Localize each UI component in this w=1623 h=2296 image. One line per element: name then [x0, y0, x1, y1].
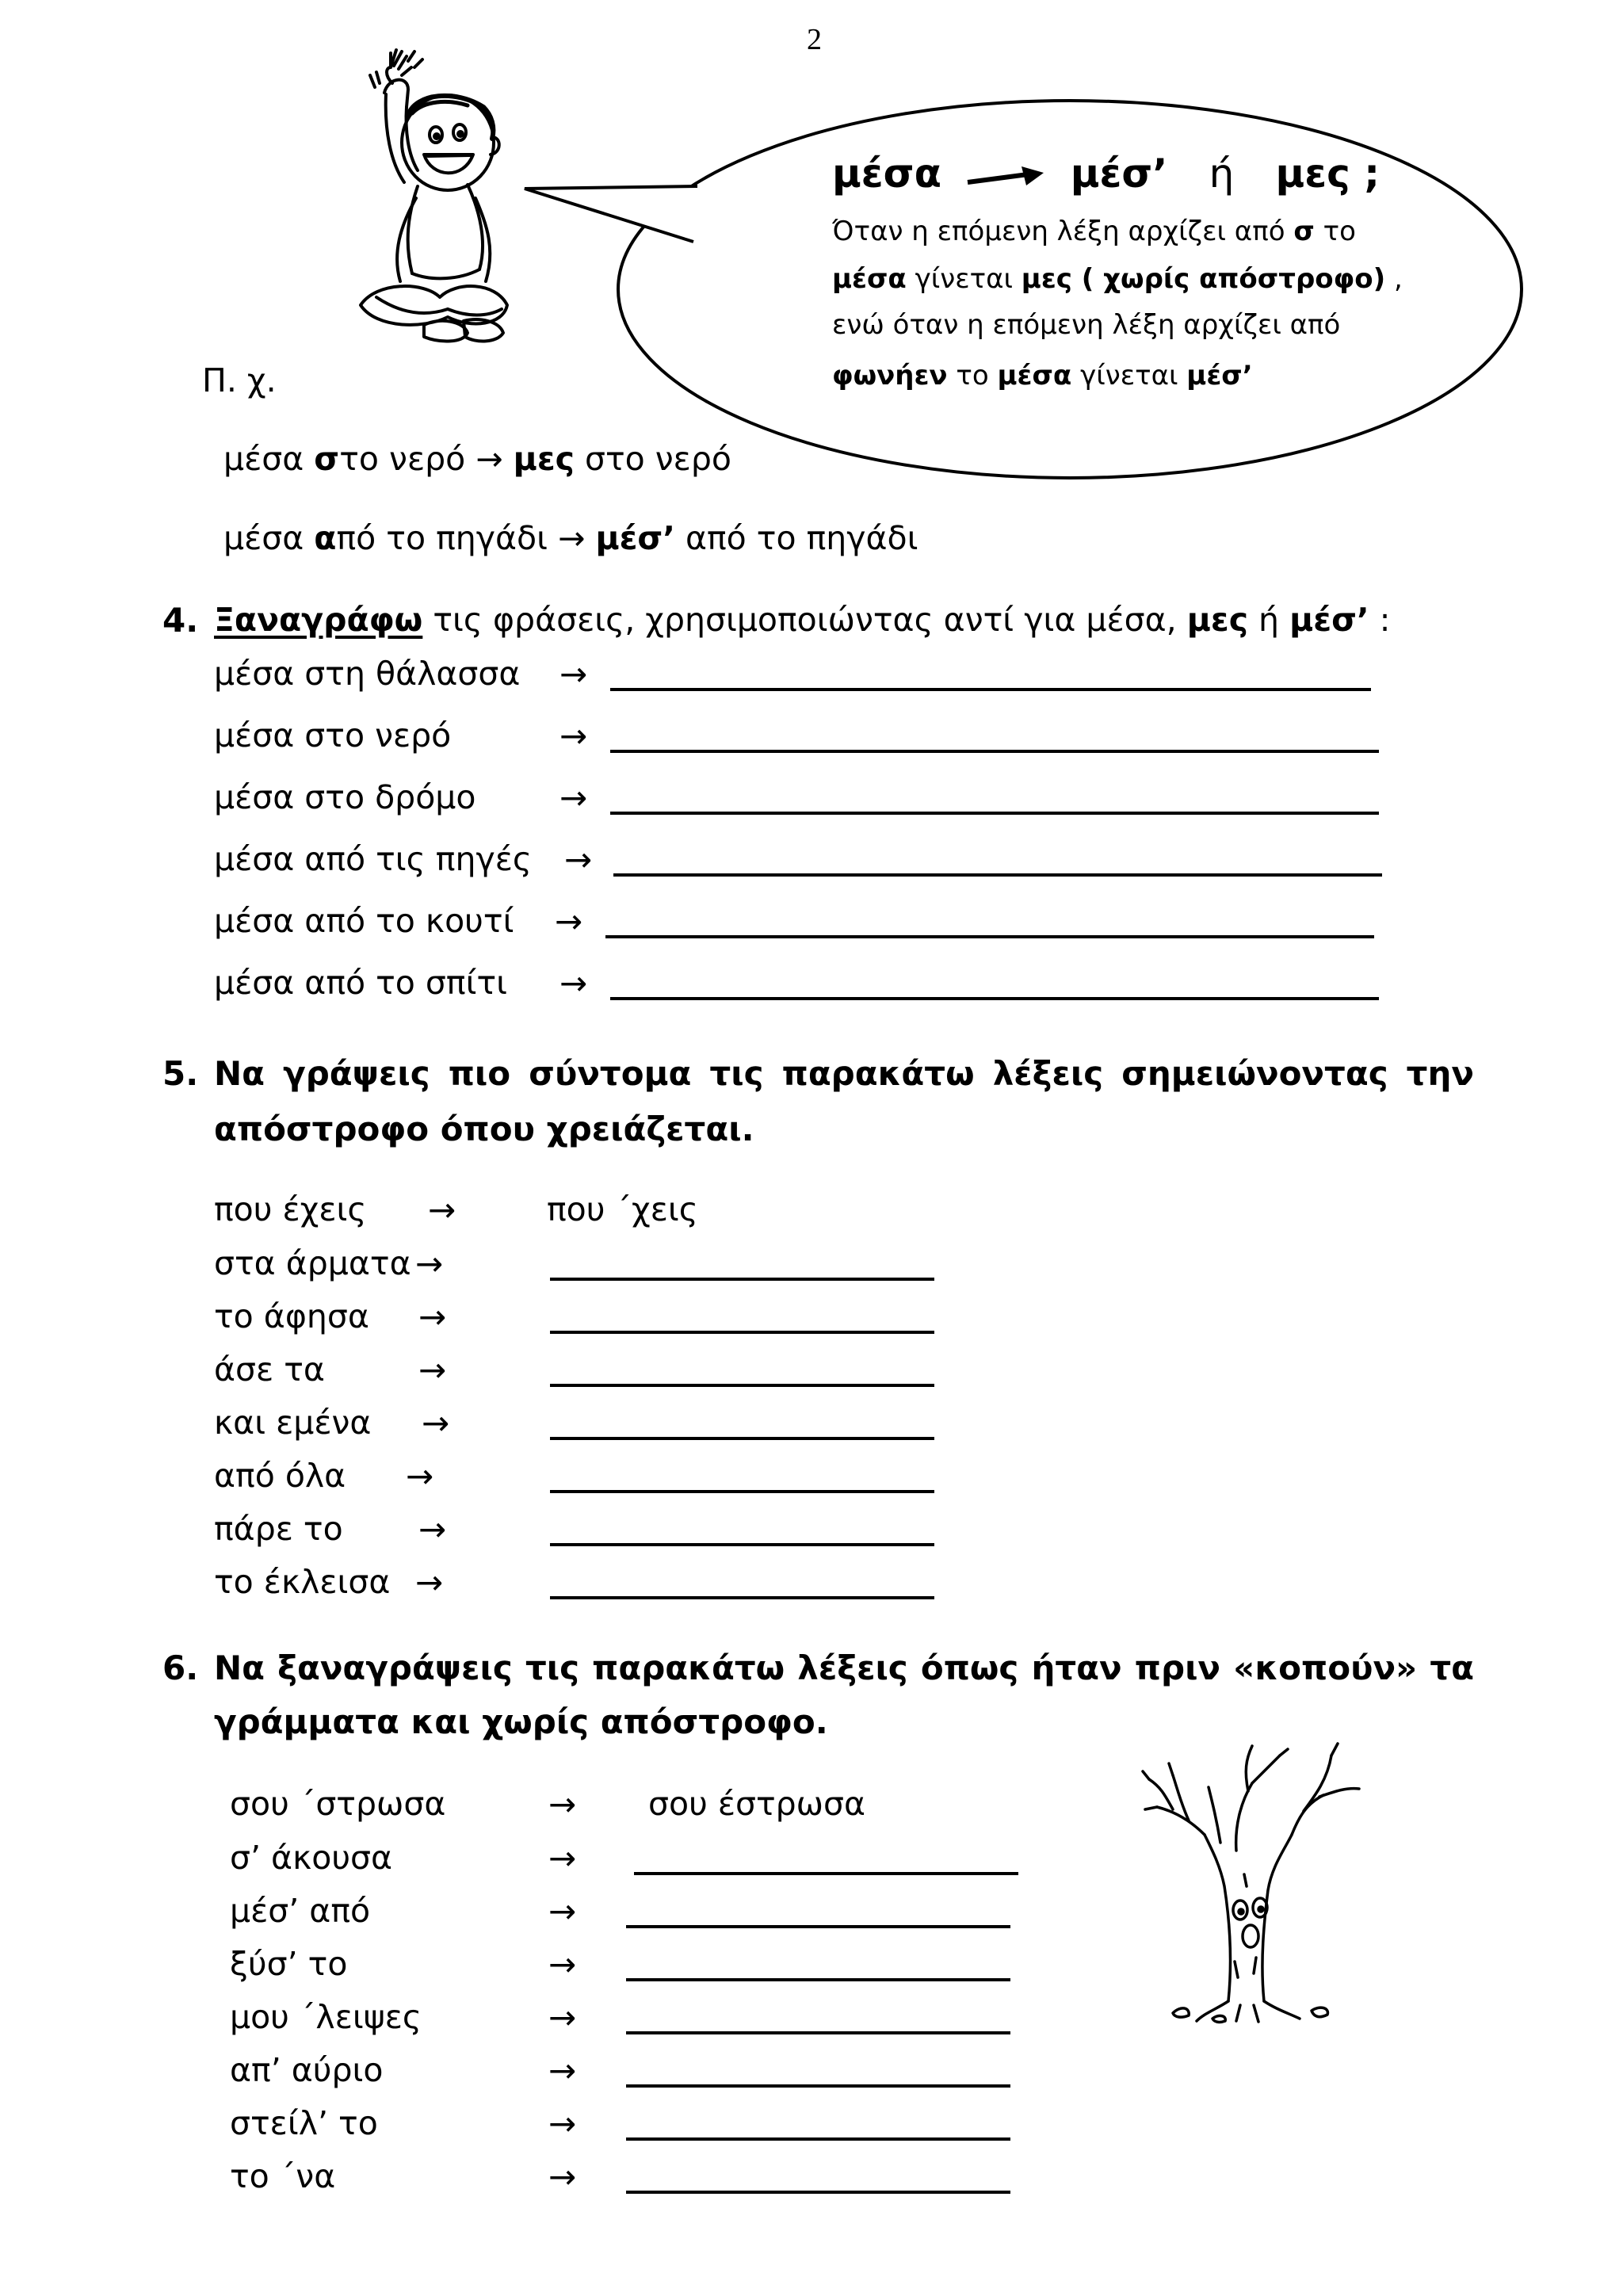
example-label: Π. χ.: [202, 361, 277, 399]
ex6-item-3: μέσ’ από: [230, 1892, 371, 1930]
ex4-item-4: μέσα από τις πηγές: [214, 840, 532, 878]
ex6-item-7: στείλ’ το: [230, 2104, 378, 2142]
answer-line[interactable]: [626, 2191, 1010, 2194]
ex6-item-2: σ’ άκουσα: [230, 1839, 393, 1877]
ex5-example-answer: που ΄χεις: [547, 1190, 698, 1228]
exercise-4-number: 4.: [162, 601, 199, 640]
exercise-4-title: Ξαναγράφω τις φράσεις, χρησιμοποιώντας αντί για μέσα, μες ή μέσ’ :: [214, 601, 1391, 639]
ex6-item-6: απ’ αύριο: [230, 2051, 384, 2089]
bubble-heading: μέσα μέσ’ ή μες ;: [832, 151, 1381, 197]
arrow-icon: →: [415, 1563, 444, 1602]
arrow-icon: →: [548, 1998, 577, 2037]
answer-line[interactable]: [610, 750, 1379, 753]
arrow-icon: →: [559, 716, 588, 755]
answer-line[interactable]: [550, 1490, 934, 1493]
ex4-item-6: μέσα από το σπίτι: [214, 964, 508, 1002]
arrow-icon: →: [406, 1457, 434, 1496]
ex5-item-4: άσε τα: [214, 1350, 325, 1389]
ex5-item-5: και εμένα: [214, 1404, 372, 1442]
exercise-6-number: 6.: [162, 1648, 199, 1687]
arrow-icon: →: [559, 655, 588, 693]
ex5-item-8: το έκλεισα: [214, 1563, 391, 1601]
ex5-item-7: πάρε το: [214, 1510, 343, 1548]
arrow-icon: →: [555, 902, 583, 941]
answer-line[interactable]: [626, 2137, 1010, 2141]
arrow-icon: →: [548, 1785, 577, 1824]
arrow-icon: →: [418, 1297, 447, 1336]
arrow-icon: →: [548, 1892, 577, 1931]
bubble-line-3: ενώ όταν η επόμενη λέξη αρχίζει από: [832, 309, 1341, 341]
answer-line[interactable]: [550, 1384, 934, 1387]
bubble-line-2: μέσα γίνεται μες ( χωρίς απόστροφο) ,: [832, 263, 1403, 295]
arrow-icon: →: [548, 2157, 577, 2196]
ex6-example-answer: σου έστρωσα: [648, 1785, 866, 1823]
arrow-icon: →: [418, 1510, 447, 1549]
bubble-line-4: φωνήεν το μέσα γίνεται μέσ’: [832, 360, 1253, 392]
example-line-2: μέσα από το πηγάδι → μέσ’ από το πηγάδι: [223, 519, 918, 557]
bubble-line-1: Όταν η επόμενη λέξη αρχίζει από σ το: [832, 216, 1356, 247]
ex4-item-5: μέσα από το κουτί: [214, 902, 514, 940]
ex4-item-2: μέσα στο νερό: [214, 716, 452, 755]
ex5-item-1: που έχεις: [214, 1190, 367, 1228]
answer-line[interactable]: [613, 873, 1382, 877]
right-arrow-icon: [966, 163, 1045, 190]
ex6-item-8: το ΄να: [230, 2157, 336, 2195]
answer-line[interactable]: [626, 1978, 1010, 1981]
exercise-6-title-line-2: γράμματα και χωρίς απόστροφο.: [214, 1702, 828, 1741]
arrow-icon: →: [548, 2051, 577, 2090]
arrow-icon: →: [415, 1244, 444, 1283]
answer-line[interactable]: [610, 812, 1379, 815]
arrow-icon: →: [548, 1839, 577, 1878]
answer-line[interactable]: [634, 1872, 1018, 1875]
arrow-icon: →: [428, 1190, 456, 1229]
answer-line[interactable]: [626, 2031, 1010, 2034]
answer-line[interactable]: [550, 1331, 934, 1334]
arrow-icon: →: [422, 1404, 450, 1442]
ex6-item-5: μου ΄λειψες: [230, 1998, 422, 2036]
exercise-5-title-line-1: Να γράψεις πιο σύντομα τις παρακάτω λέξεις σημειώνοντας την: [214, 1054, 1474, 1093]
arrow-icon: →: [548, 1945, 577, 1984]
arrow-icon: →: [559, 778, 588, 817]
ex5-item-2: στα άρματα: [214, 1244, 411, 1282]
arrow-icon: →: [548, 2104, 577, 2143]
page-number: 2: [807, 23, 822, 56]
answer-line[interactable]: [550, 1543, 934, 1546]
answer-line[interactable]: [550, 1437, 934, 1440]
arrow-icon: →: [559, 964, 588, 1003]
ex5-item-6: από όλα: [214, 1457, 346, 1495]
exercise-6-title-line-1: Να ξαναγράψεις τις παρακάτω λέξεις όπως ήταν πριν «κοπούν» τα: [214, 1648, 1474, 1687]
answer-line[interactable]: [550, 1278, 934, 1281]
boy-waving-illustration: [329, 44, 511, 357]
arrow-icon: →: [564, 840, 593, 879]
ex6-item-1: σου ΄στρωσα: [230, 1785, 446, 1823]
answer-line[interactable]: [626, 1925, 1010, 1928]
example-line-1: μέσα στο νερό → μες στο νερό: [223, 440, 731, 478]
exercise-5-title-line-2: απόστροφο όπου χρειάζεται.: [214, 1110, 754, 1148]
exercise-5-number: 5.: [162, 1054, 199, 1093]
answer-line[interactable]: [610, 997, 1379, 1000]
answer-line[interactable]: [550, 1596, 934, 1599]
answer-line[interactable]: [626, 2084, 1010, 2088]
ex6-item-4: ξύσ’ το: [230, 1945, 348, 1983]
ex4-item-3: μέσα στο δρόμο: [214, 778, 476, 816]
answer-line[interactable]: [610, 688, 1371, 691]
answer-line[interactable]: [605, 935, 1374, 938]
ex5-item-3: το άφησα: [214, 1297, 369, 1335]
arrow-icon: →: [418, 1350, 447, 1389]
ex4-item-1: μέσα στη θάλασσα: [214, 655, 521, 693]
tree-illustration: [1141, 1740, 1363, 2029]
